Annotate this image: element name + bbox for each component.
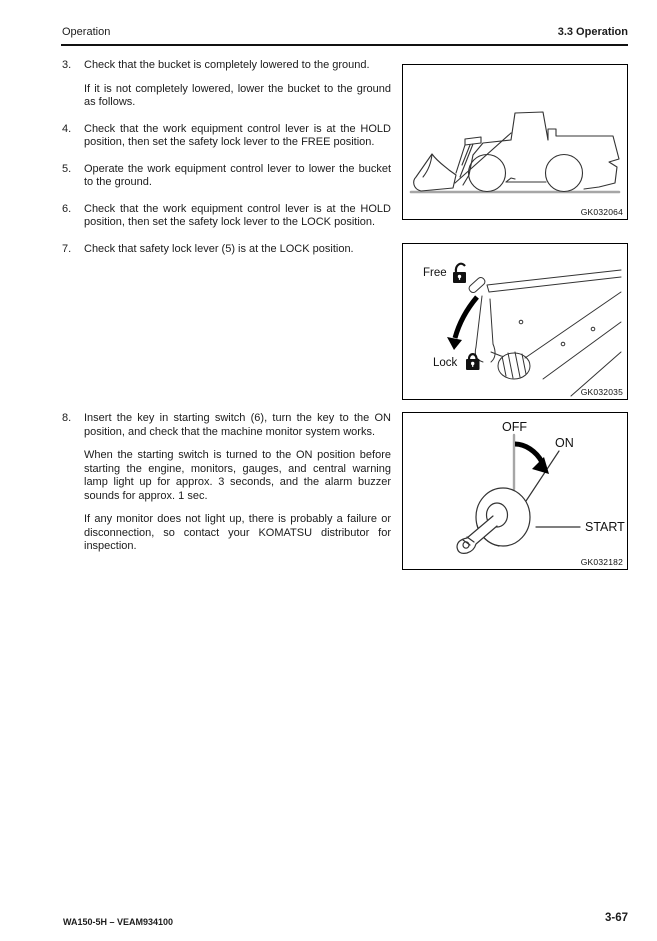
step-text-block bbox=[84, 243, 391, 257]
step-paragraph: If it is not completely lowered, lower the bucket to the ground as follows. bbox=[84, 82, 391, 108]
step-paragraph: When the starting switch is turned to the ON position before starting the engine, monitors, gauges, and central warning lamp light up for approx. 3 seconds, and the alarm buzzer sounds for approx. 1 sec. bbox=[84, 449, 391, 502]
instruction-list bbox=[62, 59, 391, 554]
step-number: 5. bbox=[62, 162, 72, 175]
header-chapter-label: 3.3 Operation bbox=[557, 26, 628, 38]
lever-knob bbox=[468, 276, 487, 294]
wheel-loader-illustration bbox=[403, 65, 627, 219]
figure-code: GK032182 bbox=[580, 557, 623, 567]
step-number: 7. bbox=[62, 242, 72, 255]
unlock-icon bbox=[453, 264, 466, 283]
step-item-8 bbox=[62, 412, 391, 554]
step-text: Insert the key in starting switch (6), turn the key to the ON position, and check that the machine monitor system works. bbox=[84, 412, 391, 438]
figure-starting-switch bbox=[402, 412, 628, 570]
step-text-block bbox=[84, 123, 391, 150]
on-label: ON bbox=[555, 436, 574, 450]
step-text: Check that safety lock lever (5) is at the LOCK position. bbox=[84, 242, 354, 255]
figure-wheel-loader bbox=[402, 64, 628, 220]
start-label: START bbox=[585, 520, 625, 534]
step-text: Check that the bucket is completely lowered to the ground. bbox=[84, 59, 370, 71]
step-text: Operate the work equipment control lever to lower the bucket to the ground. bbox=[84, 162, 391, 188]
rear-wheel bbox=[546, 155, 583, 192]
step-item-4 bbox=[62, 123, 391, 150]
lock-direction-arrow bbox=[447, 297, 477, 350]
step-number: 3. bbox=[62, 59, 72, 71]
off-label: OFF bbox=[502, 420, 527, 434]
figure-code: GK032064 bbox=[580, 207, 623, 217]
front-wheel bbox=[469, 155, 506, 192]
lock-label: Lock bbox=[433, 357, 458, 369]
step-text-block bbox=[84, 412, 391, 554]
off-to-on-arrow bbox=[515, 444, 549, 474]
step-item-3 bbox=[62, 59, 391, 110]
step-item-6 bbox=[62, 203, 391, 230]
footer-page-number: 3-67 bbox=[604, 912, 628, 924]
step-number: 4. bbox=[62, 122, 72, 135]
figure-code: GK032035 bbox=[580, 387, 623, 397]
step-number: 6. bbox=[62, 202, 72, 215]
safety-lock-lever-illustration bbox=[403, 244, 627, 399]
free-label: Free bbox=[423, 267, 447, 279]
step-text-block bbox=[84, 59, 391, 110]
footer-model-code: WA150-5H – VEAM934100 bbox=[63, 917, 174, 927]
step-text: Check that the work equipment control lever is at the HOLD position, then set the safety lock lever to the FREE position. bbox=[84, 122, 391, 148]
step-text-block bbox=[84, 163, 391, 190]
step-text: Check that the work equipment control lever is at the HOLD position, then set the safety lock lever to the LOCK position. bbox=[84, 202, 391, 228]
step-paragraph: If any monitor does not light up, there is probably a failure or disconnection, so contact your KOMATSU distributor for inspection. bbox=[84, 513, 391, 552]
lock-icon bbox=[466, 354, 480, 370]
figure-safety-lock-lever bbox=[402, 243, 628, 400]
step-item-7 bbox=[62, 243, 391, 257]
starting-switch-illustration bbox=[403, 413, 627, 569]
step-item-5 bbox=[62, 163, 391, 190]
cab-outline bbox=[511, 112, 548, 140]
header-section-label: Operation bbox=[62, 26, 111, 38]
page-header bbox=[62, 26, 628, 38]
header-rule bbox=[61, 44, 628, 46]
step-number: 8. bbox=[62, 412, 72, 424]
step-text-block bbox=[84, 203, 391, 230]
